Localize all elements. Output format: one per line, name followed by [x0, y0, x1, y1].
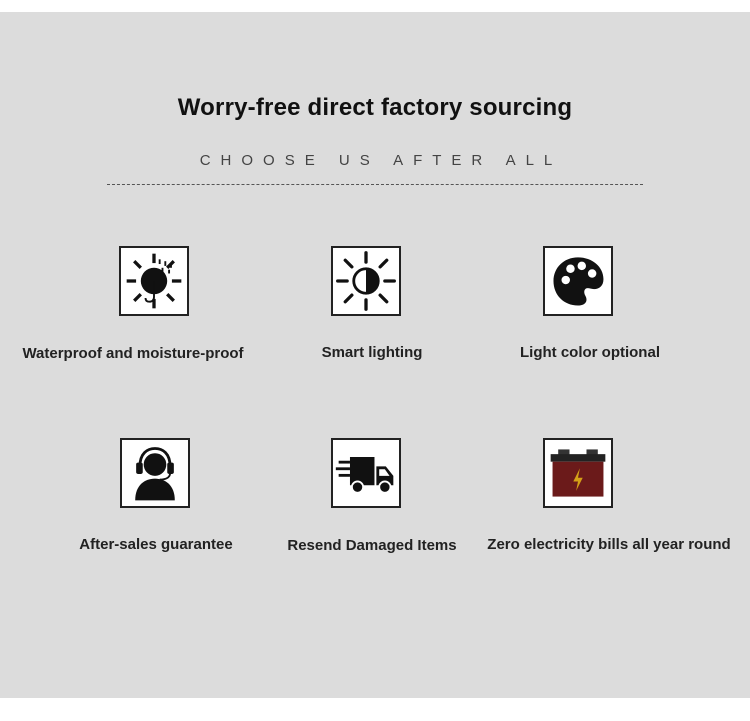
feature-label: Resend Damaged Items: [287, 537, 457, 554]
feature-label: Smart lighting: [321, 344, 423, 361]
feature-label: Waterproof and moisture-proof: [22, 345, 244, 362]
battery-icon: [543, 438, 613, 508]
feature-zero-bills: [479, 438, 739, 578]
feature-label: Light color optional: [520, 344, 660, 361]
weather-sun-rain-icon: [119, 246, 189, 316]
customer-service-headset-icon: [120, 438, 190, 508]
palette-icon: [543, 246, 613, 316]
page-subtitle: CHOOSE US AFTER ALL: [199, 152, 563, 169]
sun-icon: [331, 246, 401, 316]
feature-waterproof: [3, 246, 263, 386]
page-title: Worry-free direct factory sourcing: [177, 94, 573, 121]
features-panel: [0, 12, 750, 698]
feature-label: Zero electricity bills all year round: [487, 536, 731, 553]
dashed-divider: [107, 184, 643, 185]
delivery-truck-icon: [331, 438, 401, 508]
feature-light-color: [460, 246, 720, 386]
feature-label: After-sales guarantee: [79, 536, 233, 553]
feature-resend-damaged: [242, 438, 502, 578]
